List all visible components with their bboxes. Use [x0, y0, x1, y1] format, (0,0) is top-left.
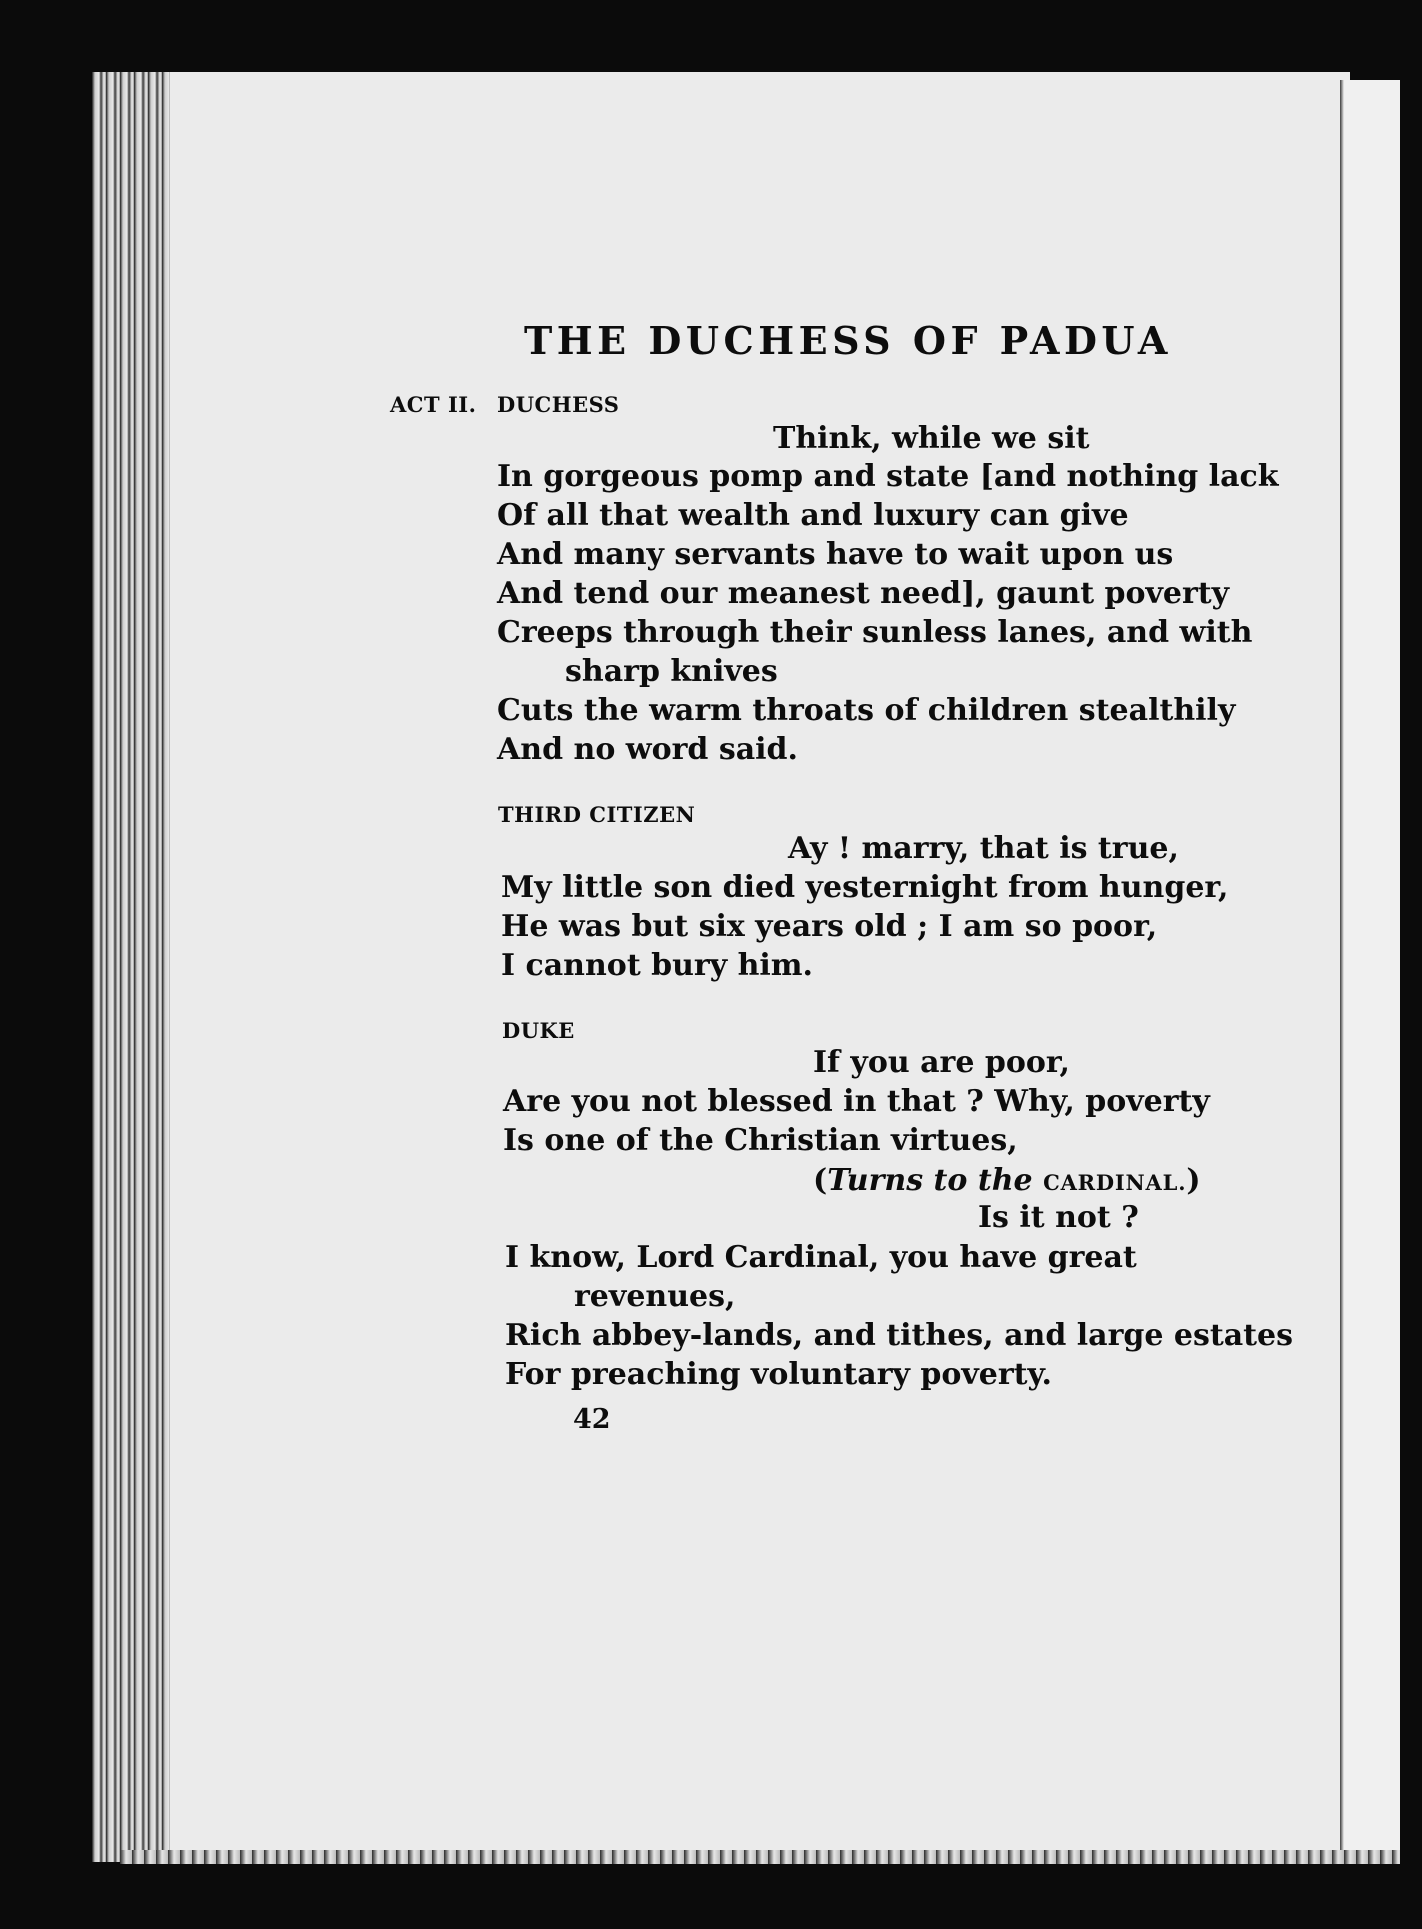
- verse-line: I know, Lord Cardinal, you have great: [505, 1240, 1137, 1275]
- verse-line: Is one of the Christian virtues,: [503, 1123, 1018, 1158]
- verse-line: Of all that wealth and luxury can give: [497, 498, 1129, 533]
- verse-line: I cannot bury him.: [501, 948, 813, 983]
- facing-page-edge: [1340, 80, 1400, 1860]
- book-spine-edge: [92, 72, 174, 1862]
- stage-direction: [813, 1163, 1201, 1198]
- verse-line: My little son died yesternight from hunger,: [501, 870, 1229, 905]
- stage-direction-close: ): [1186, 1163, 1201, 1198]
- verse-line: Ay ! marry, that is true,: [788, 831, 1179, 866]
- verse-line: In gorgeous pomp and state [and nothing lack: [497, 459, 1279, 494]
- stage-direction-name: CARDINAL.: [1043, 1170, 1187, 1195]
- verse-line: Are you not blessed in that ? Why, poverty: [503, 1084, 1210, 1119]
- running-title: THE DUCHESS OF PADUA: [524, 318, 1172, 363]
- speaker-third-citizen: THIRD CITIZEN: [498, 802, 696, 827]
- verse-line-continuation: revenues,: [574, 1279, 736, 1314]
- page-number: 42: [573, 1404, 611, 1435]
- verse-line-continuation: sharp knives: [565, 654, 778, 689]
- verse-line: Is it not ?: [978, 1200, 1139, 1235]
- verse-line: Creeps through their sunless lanes, and with: [497, 615, 1253, 650]
- verse-line: And many servants have to wait upon us: [497, 537, 1174, 572]
- verse-line: Cuts the warm throats of children stealthily: [497, 693, 1236, 728]
- stage-direction-open: (: [813, 1163, 828, 1198]
- verse-line: For preaching voluntary poverty.: [505, 1357, 1052, 1392]
- speaker-duke: DUKE: [502, 1018, 575, 1043]
- speaker-duchess: DUCHESS: [497, 392, 620, 417]
- verse-line: If you are poor,: [813, 1045, 1070, 1080]
- verse-line: And no word said.: [497, 732, 798, 767]
- verse-line: Rich abbey-lands, and tithes, and large estates: [505, 1318, 1293, 1353]
- verse-line: He was but six years old ; I am so poor,: [501, 909, 1158, 944]
- stage-direction-text: Turns to the: [827, 1163, 1033, 1198]
- verse-line: Think, while we sit: [773, 421, 1090, 456]
- verse-line: And tend our meanest need], gaunt poverty: [497, 576, 1230, 611]
- page-bottom-edge: [120, 1850, 1400, 1864]
- act-label: ACT II.: [390, 392, 477, 417]
